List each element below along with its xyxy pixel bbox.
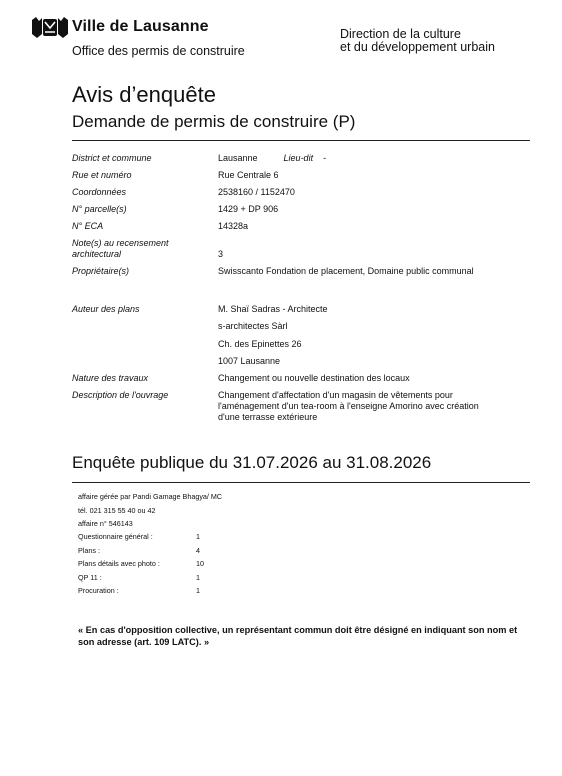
page-title: Avis d’enquête xyxy=(72,82,216,107)
document-label: QP 11 : xyxy=(78,573,102,582)
document-label: Plans détails avec photo : xyxy=(78,559,160,568)
document-label: Procuration : xyxy=(78,586,119,595)
author-line: M. Shaï Sadras - Architecte xyxy=(218,304,328,314)
note-label-line-1: Note(s) au recensement xyxy=(72,238,169,248)
lieudit-label: Lieu-dit xyxy=(283,153,314,163)
direction-line-1: Direction de la culture xyxy=(340,27,461,41)
author-label: Auteur des plans xyxy=(72,304,140,314)
street-label: Rue et numéro xyxy=(72,170,132,180)
works-label: Nature des travaux xyxy=(72,373,149,383)
district-label: District et commune xyxy=(72,153,152,163)
street-value: Rue Centrale 6 xyxy=(218,170,279,180)
eca-value: 14328a xyxy=(218,221,249,231)
works-value: Changement ou nouvelle destination des locaux xyxy=(218,373,410,383)
phone: tél. 021 315 55 40 ou 42 xyxy=(78,506,156,515)
district-value: Lausanne xyxy=(218,153,258,163)
note-label-line-2: architectural xyxy=(72,249,122,259)
coords-label: Coordonnées xyxy=(72,187,127,197)
author-line: Ch. des Epinettes 26 xyxy=(218,339,302,349)
description-label: Description de l'ouvrage xyxy=(72,390,169,400)
note-value: 3 xyxy=(218,249,224,259)
org-name: Ville de Lausanne xyxy=(72,18,209,35)
eca-label: N° ECA xyxy=(72,221,104,231)
district-row-values xyxy=(218,153,530,164)
enquete-period: Enquête publique du 31.07.2026 au 31.08.2026 xyxy=(72,453,432,472)
parcel-label: N° parcelle(s) xyxy=(72,204,127,214)
author-line: 1007 Lausanne xyxy=(218,356,281,366)
direction-line-2: et du développement urbain xyxy=(340,40,495,54)
description-line: Changement d'affectation d'un magasin de vêtements pour xyxy=(218,390,453,400)
document-label: Questionnaire général : xyxy=(78,532,153,541)
document-label: Plans : xyxy=(78,546,100,555)
affaire-number: affaire n° 546143 xyxy=(78,519,133,528)
owner-label: Propriétaire(s) xyxy=(72,266,130,276)
author-line: s-architectes Sàrl xyxy=(218,321,288,331)
lausanne-coat-of-arms-logo xyxy=(30,16,70,40)
parcel-value: 1429 + DP 906 xyxy=(218,204,279,214)
managed-by: affaire gérée par Pandi Gamage Bhagya/ MC xyxy=(78,492,223,501)
coords-value: 2538160 / 1152470 xyxy=(218,187,295,197)
document-count: 1 xyxy=(196,532,200,541)
document-count: 4 xyxy=(196,546,200,555)
divider xyxy=(72,482,530,483)
document-count: 1 xyxy=(196,586,200,595)
page-subtitle: Demande de permis de construire (P) xyxy=(72,112,356,131)
description-line: d'une terrasse extérieure xyxy=(218,412,318,422)
divider xyxy=(72,140,530,141)
owner-value: Swisscanto Fondation de placement, Domaine public communal xyxy=(218,266,474,276)
document-count: 1 xyxy=(196,573,200,582)
description-line: l'aménagement d'un tea-room à l'enseigne Amorino avec création xyxy=(218,401,479,411)
document-count: 10 xyxy=(196,559,204,568)
lieudit-value: - xyxy=(323,153,327,163)
opposition-note: « En cas d'opposition collective, un représentant commun doit être désigné en indiquant son nom et son adresse (art. 109 LATC). » xyxy=(78,625,518,647)
office-name: Office des permis de construire xyxy=(72,44,245,58)
